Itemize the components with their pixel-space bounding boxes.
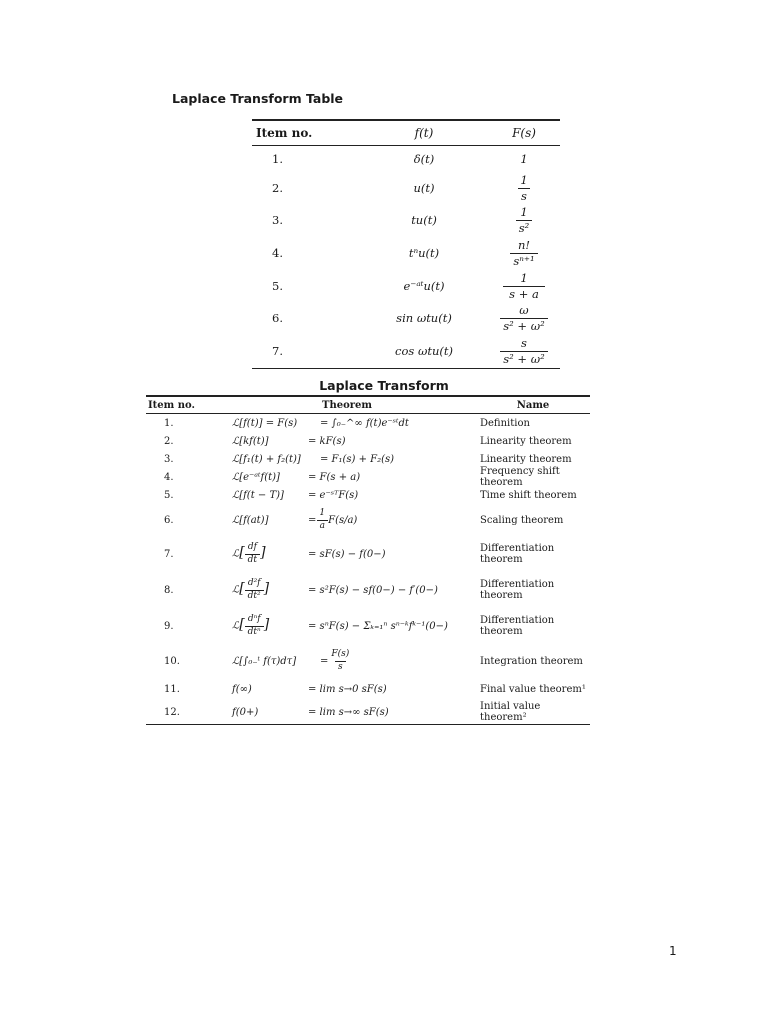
fs-cell: 1 (520, 152, 528, 166)
item-no: 6. (272, 311, 283, 325)
theorem-name: Linearity theorem (480, 453, 572, 465)
theorem-rhs: = ∫₀₋^∞ f(t)e⁻ˢᵗdt (320, 417, 409, 429)
table-row (252, 204, 560, 236)
theorem-name: Scaling theorem (480, 514, 564, 526)
ft-cell: tu(t) (411, 213, 437, 227)
table-row (146, 678, 590, 700)
laplace-theorems-table (146, 395, 590, 725)
fs-fraction: $\frac{1}{\text{s²}}$ (516, 206, 533, 233)
item-no: 2. (272, 181, 283, 195)
theorem-lhs: ℒ[f(t)] = F(s) (232, 417, 298, 429)
header-ft: f(t) (414, 126, 434, 140)
theorems-title: Laplace Transform (319, 378, 449, 393)
theorem-name: Time shift theorem (480, 489, 577, 501)
header-item-no: Item no. (256, 126, 313, 140)
fs-fraction: $\frac{1}{s + a}$ (503, 272, 545, 299)
item-no: 1. (272, 152, 283, 166)
theorem-lhs: ℒ[f₁(t) + f₂(t)] (232, 453, 301, 465)
table-row (252, 334, 560, 368)
table-row (146, 468, 590, 486)
table-row (146, 644, 590, 678)
item-no: 2. (164, 435, 174, 447)
table-row (146, 536, 590, 572)
theorem-lhs: f(0+) (232, 706, 259, 718)
page-number: 1 (669, 944, 677, 958)
table-row (252, 302, 560, 334)
item-no: 3. (164, 453, 174, 465)
theorem-lhs: ℒ[kf(t)] (232, 435, 269, 447)
table-row (146, 700, 590, 724)
theorem-rhs: = sF(s) − f(0−) (308, 548, 386, 560)
theorem-lhs: ℒ[f(t − T)] (232, 489, 284, 501)
theorem-name: Definition (480, 417, 530, 429)
item-no: 7. (272, 344, 283, 358)
theorem-lhs: ℒ[∫₀₋ᵗ f(τ)dτ] (232, 655, 297, 667)
fs-fraction: $\frac{\omega}{\text{s² + ω²}}$ (500, 304, 547, 331)
item-no: 12. (164, 706, 180, 718)
table-row (252, 146, 560, 172)
table-row (146, 414, 590, 432)
theorem-rhs: = s²F(s) − sf(0−) − f′(0−) (308, 584, 438, 596)
ft-cell: sin ωtu(t) (396, 311, 452, 325)
theorem-rhs: = F₁(s) + F₂(s) (320, 453, 395, 465)
theorem-name: Linearity theorem (480, 435, 572, 447)
header-name: Name (516, 399, 550, 411)
theorem-rhs: = kF(s) (308, 435, 346, 447)
table-row (146, 432, 590, 450)
header-item-no: Item no. (148, 399, 195, 411)
theorem-rhs: = $\frac{F(s)}{s}$ (320, 649, 350, 672)
theorem-name: Initial value theorem² (480, 701, 541, 723)
fs-fraction: $\frac{s}{\text{s² + ω²}}$ (500, 337, 547, 364)
ft-cell: cos ωtu(t) (395, 344, 453, 358)
ft-cell: tⁿu(t) (408, 246, 440, 260)
table-row (146, 572, 590, 608)
item-no: 9. (164, 620, 174, 632)
item-no: 6. (164, 514, 174, 526)
ft-cell: e⁻ᵃᵗu(t) (403, 279, 445, 293)
laplace-table-functions (252, 119, 560, 369)
table-header (146, 397, 590, 414)
theorem-lhs: ℒ[ $\frac{df}{dt}$ ] (232, 542, 266, 565)
table-row (252, 236, 560, 270)
header-fs: F(s) (512, 126, 536, 140)
item-no: 5. (272, 279, 283, 293)
theorem-name: Differentiation theorem (480, 615, 555, 637)
table-row (252, 172, 560, 204)
item-no: 4. (164, 471, 174, 483)
theorem-name: Final value theorem¹ (480, 683, 586, 695)
theorem-rhs: = F(s + a) (308, 471, 361, 483)
theorem-rhs: = $\frac{1}{a}$ F(s/a) (308, 508, 358, 531)
theorem-lhs: f(∞) (232, 683, 252, 695)
theorem-name: Frequency shift theorem (480, 466, 560, 488)
table-row (252, 270, 560, 302)
item-no: 8. (164, 584, 174, 596)
theorem-name: Differentiation theorem (480, 543, 555, 565)
theorem-rhs: = lim s→∞ sF(s) (308, 706, 389, 718)
item-no: 7. (164, 548, 174, 560)
theorem-lhs: ℒ[ $\frac{\text{d²f}}{\text{dt²}}$ ] (232, 578, 270, 601)
ft-cell: u(t) (413, 181, 435, 195)
theorem-lhs: ℒ[e⁻ᵃᵗf(t)] (232, 471, 280, 483)
theorem-name: Differentiation theorem (480, 579, 555, 601)
table-header (252, 121, 560, 146)
item-no: 11. (164, 683, 180, 695)
fs-fraction: $\frac{1}{s}$ (517, 174, 530, 201)
item-no: 3. (272, 213, 283, 227)
theorem-lhs: ℒ[ $\frac{\text{dⁿf}}{\text{dtⁿ}}$ ] (232, 614, 270, 637)
theorem-name: Integration theorem (480, 655, 583, 667)
item-no: 10. (164, 655, 180, 667)
theorem-rhs: = e⁻ˢᵀF(s) (308, 489, 359, 501)
table-row (146, 608, 590, 644)
item-no: 5. (164, 489, 174, 501)
fs-fraction: $\frac{n!}{\text{sⁿ⁺¹}}$ (510, 239, 537, 266)
header-theorem: Theorem (322, 399, 372, 411)
theorem-rhs: = lim s→0 sF(s) (308, 683, 387, 695)
page-heading: Laplace Transform Table (172, 91, 344, 106)
item-no: 1. (164, 417, 174, 429)
theorem-rhs: = sⁿF(s) − Σₖ₌₁ⁿ sⁿ⁻ᵏfᵏ⁻¹(0−) (308, 620, 448, 632)
item-no: 4. (272, 246, 283, 260)
table-row (146, 504, 590, 536)
ft-cell: δ(t) (413, 152, 435, 166)
theorem-lhs: ℒ[f(at)] (232, 514, 269, 526)
table-row (146, 486, 590, 504)
